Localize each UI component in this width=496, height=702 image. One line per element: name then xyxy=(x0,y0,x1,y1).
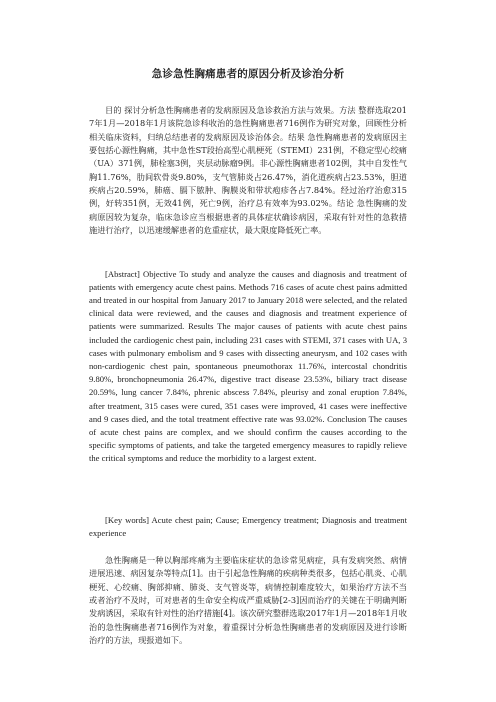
paper-title: 急诊急性胸痛患者的原因分析及诊治分析 xyxy=(151,68,345,80)
chinese-abstract: 目的 探讨分析急性胸痛患者的发病原因及急诊救治方法与效果。方法 整群选取2017年1月—2018年1月该院急诊科收治的急性胸痛患者716例作为研究对象，回顾性分析相关临床资料，归纳总结患者的发病原因及诊治体会。结果 急性胸痛患者的发病原因主要包括心源性胸痛，其中急性ST段抬高型心肌梗死（STEMI）231例，不稳定型心绞痛（UA）371例，肺栓塞3例，夹层动脉瘤9例。非心源性胸痛患者102例，其中自发性气胸11.76%，肋间软骨炎9.80%，支气管肺炎占26.47%，消化道疾病占23.53%，胆道疾病占20.59%，肺癌、膈下脓肿、胸膜炎和带状疱疹各占7.84%。经过治疗治愈315例，好转351例，无效41例，死亡9例，治疗总有效率为93.02%。结论 急性胸痛的发病原因较为复杂，临床急诊应当根据患者的具体症状确诊病因，采取有针对性的急救措施进行治疗，以迅速缓解患者的危重症状，最大限度降低死亡率。 xyxy=(89,105,407,235)
english-keywords: [Key words] Acute chest pain; Cause; Emergency treatment; Diagnosis and treatment experience xyxy=(89,514,407,538)
english-abstract: [Abstract] Objective To study and analyze the causes and diagnosis and treatment of patients with emergency acute chest pains. Methods 716 cases of acute chest pains admitted and treated in our hospital from January 2017 to January 2018 were selected, and the related clinical data were reviewed, and the causes and diagnosis and treatment experience of patients were summarized. Results The major causes of patients with acute chest pains included the cardiogenic chest pain, including 231 cases with STEMI, 371 cases with UA, 3 cases with pulmonary embolism and 9 cases with dissecting aneurysm, and 102 cases with non-cardiogenic chest pain, spontaneous pneumothorax 11.76%, intercostal chondritis 9.80%, bronchopneumonia 26.47%, digestive tract disease 23.53%, biliary tract disease 20.59%, lung cancer 7.84%, phrenic abscess 7.84%, pleurisy and zonal eruption 7.84%, after treatment, 315 cases were cured, 351 cases were improved, 41 cases were ineffective and 9 cases died, and the total treatment effective rate was 93.02%. Conclusion The causes of acute chest pains are complex, and we should confirm the causes according to the specific symptoms of patients, and take the targeted emergency measures to rapidly relieve the critical symptoms and reduce the morbidity to a largest extent. xyxy=(89,268,407,464)
introduction-paragraph: 急性胸痛是一种以胸部疼痛为主要临床症状的急诊常见病症，具有发病突然、病情进展迅速、病因复杂等特点[1]。由于引起急性胸痛的疾病种类很多，包括心肌炎、心肌梗死、心绞痛、胸部抑痛、肺炎、支气管炎等，病情控制难度较大，如果治疗方法不当或者治疗不及时，可对患者的生命安全构成严重威胁[2-3]因而治疗的关键在于明确判断发病诱因，采取有针对性的治疗措施[4]。该次研究整群选取2017年1月—2018年1月收治的急性胸痛患者716例作为对象，着重探讨分析急性胸痛患者的发病原因及进行诊断治疗的方法，现报道如下。 xyxy=(89,555,407,645)
